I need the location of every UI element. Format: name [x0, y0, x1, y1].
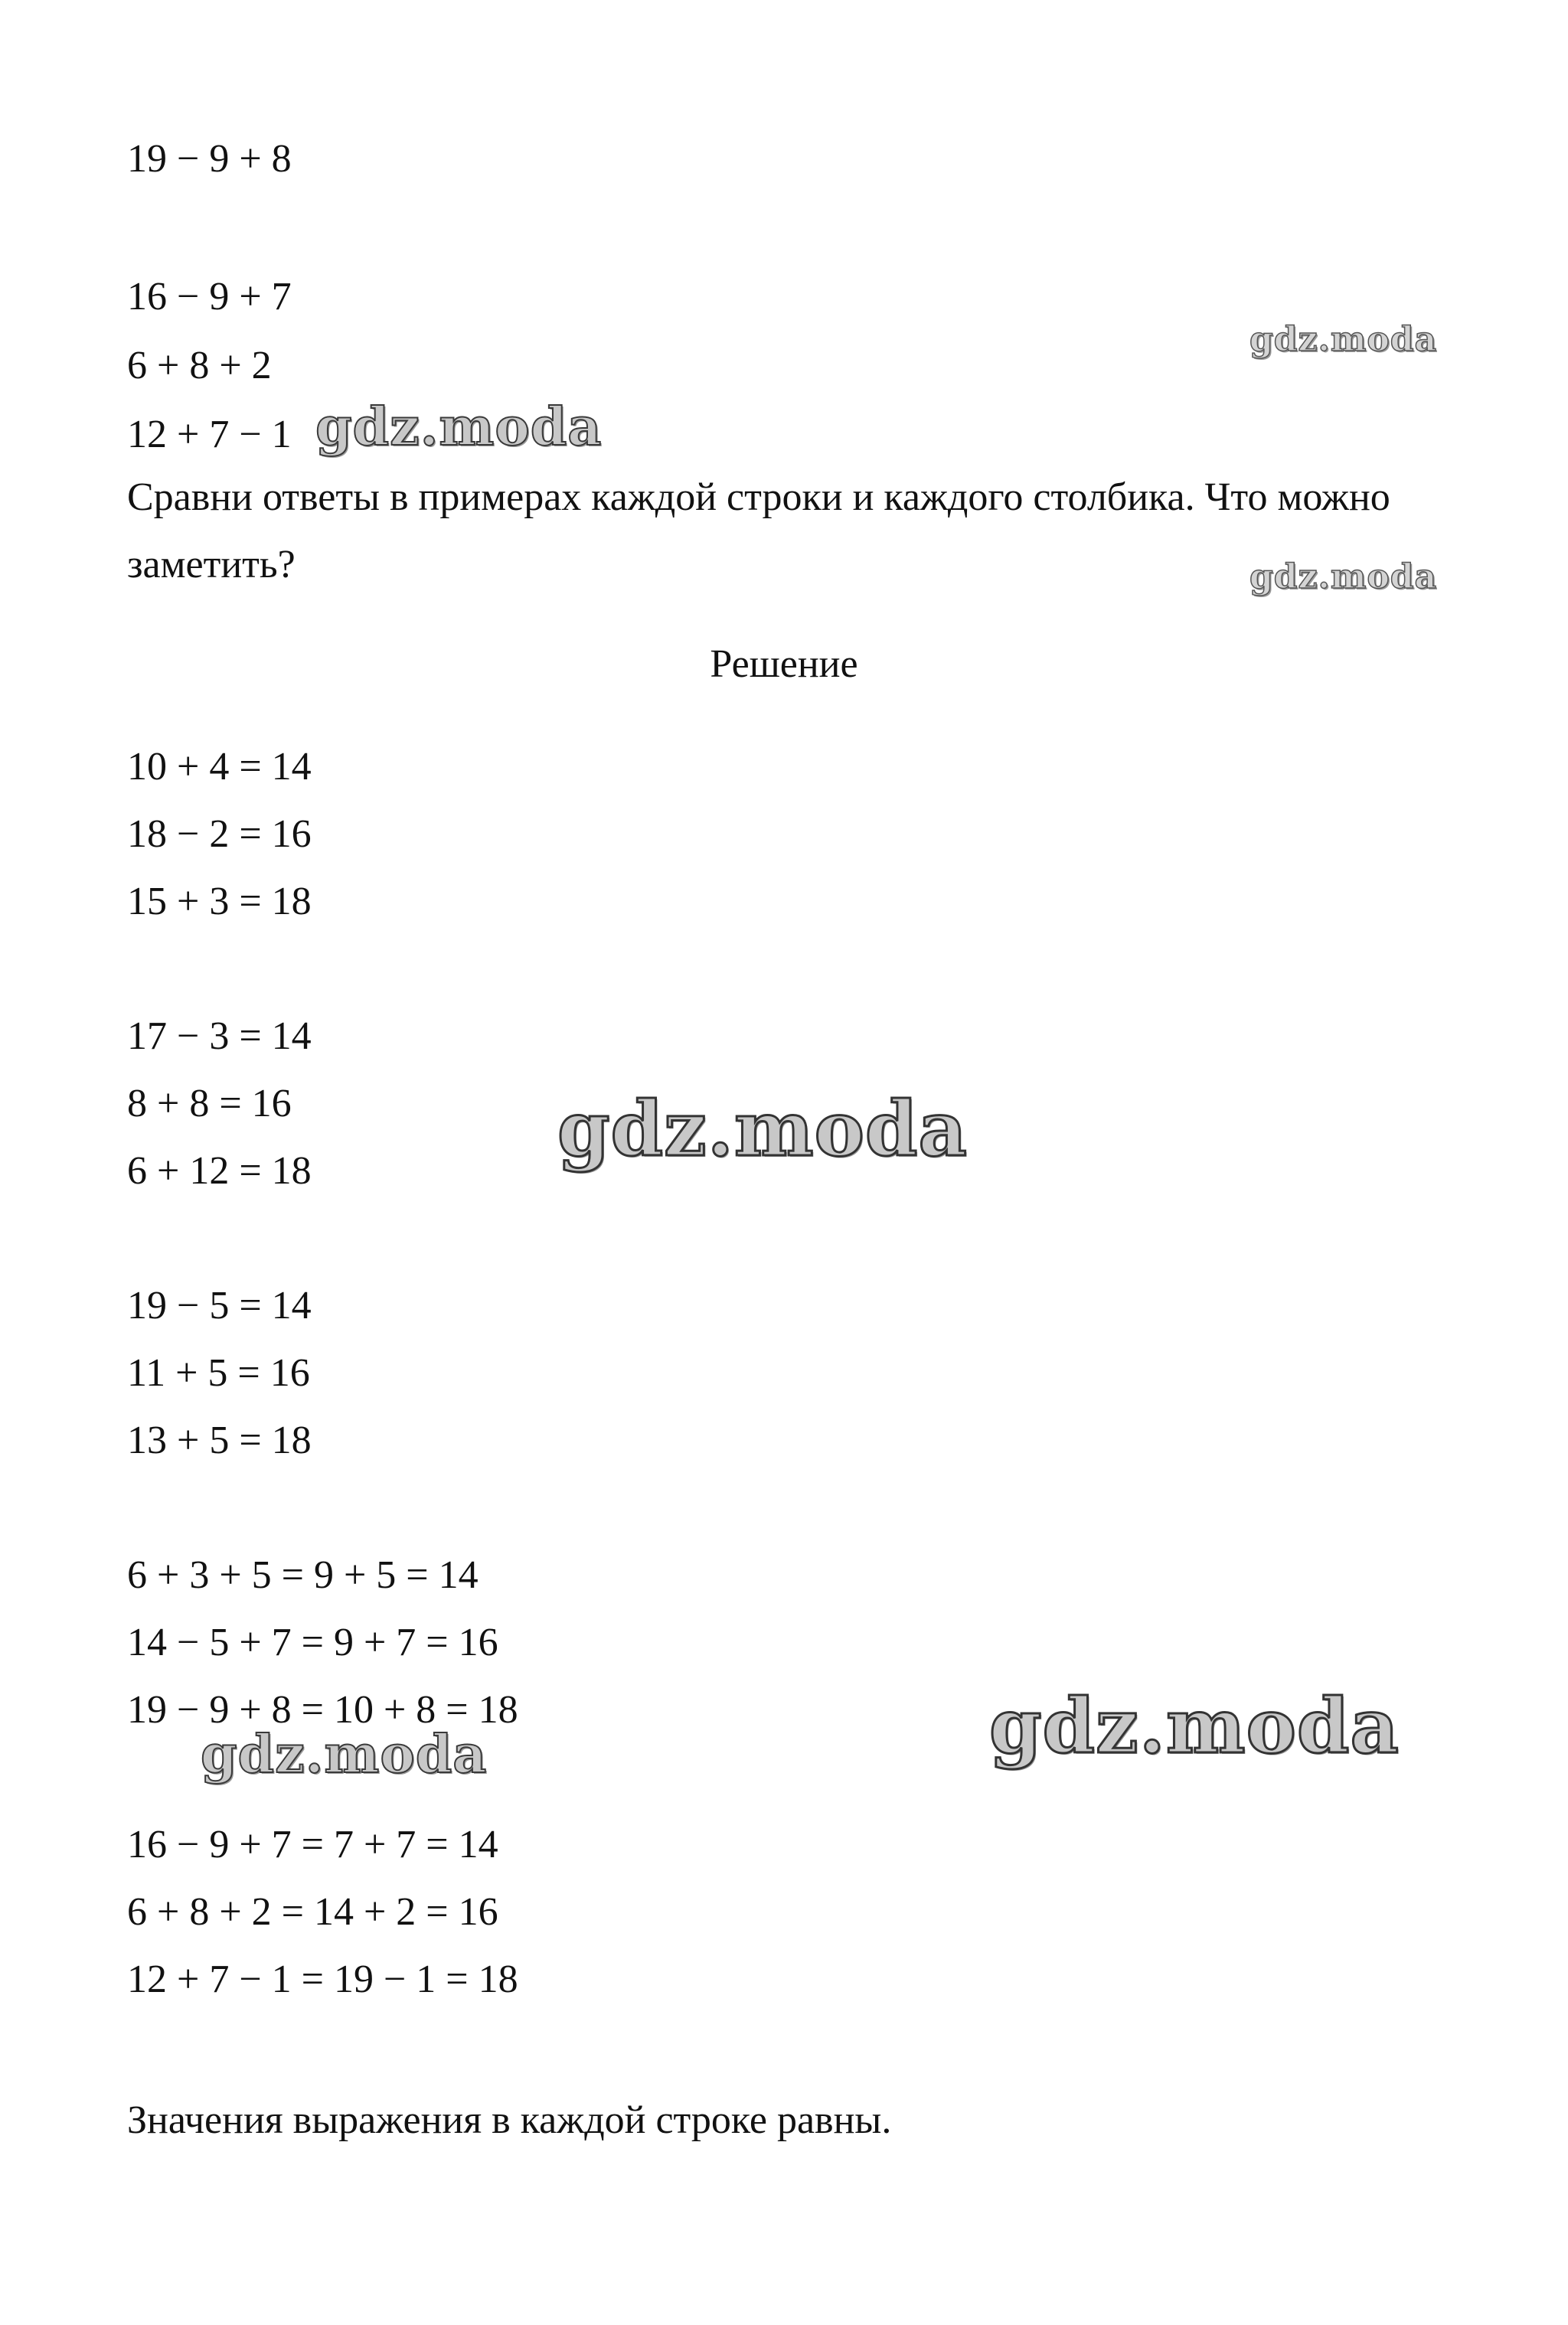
watermark: gdz.moda	[201, 1724, 488, 1785]
watermark: gdz.moda	[1250, 557, 1438, 596]
solution-line: 6 + 3 + 5 = 9 + 5 = 14	[127, 1553, 479, 1597]
task-expression: 16 − 9 + 7	[127, 275, 292, 318]
solution-line: 10 + 4 = 14	[127, 745, 312, 789]
solution-line: 6 + 12 = 18	[127, 1149, 312, 1193]
task-question: Сравни ответы в примерах каждой строки и каждого столбика. Что можно заметить?	[127, 475, 1390, 586]
task-expression: 19 − 9 + 8	[127, 137, 292, 181]
task-expression: 6 + 8 + 2	[127, 344, 272, 387]
solution-heading: Решение	[710, 642, 858, 686]
task-expression: 12 + 7 − 1	[127, 413, 292, 456]
solution-line: 19 − 9 + 8 = 10 + 8 = 18	[127, 1688, 518, 1732]
solution-line: 6 + 8 + 2 = 14 + 2 = 16	[127, 1890, 498, 1934]
solution-line: 12 + 7 − 1 = 19 − 1 = 18	[127, 1958, 518, 2001]
watermark: gdz.moda	[315, 397, 603, 458]
solution-line: 18 − 2 = 16	[127, 812, 312, 856]
watermark: gdz.moda	[989, 1683, 1400, 1771]
solution-line: 13 + 5 = 18	[127, 1419, 312, 1462]
solution-line: 14 − 5 + 7 = 9 + 7 = 16	[127, 1621, 498, 1664]
solution-line: 16 − 9 + 7 = 7 + 7 = 14	[127, 1823, 498, 1866]
solution-line: 8 + 8 = 16	[127, 1082, 292, 1125]
watermark: gdz.moda	[1250, 320, 1438, 359]
solution-line: 11 + 5 = 16	[127, 1351, 310, 1395]
watermark: gdz.moda	[557, 1086, 968, 1174]
solution-line: 19 − 5 = 14	[127, 1284, 312, 1327]
solution-conclusion: Значения выражения в каждой строке равны.	[127, 2098, 892, 2142]
solution-line: 15 + 3 = 18	[127, 880, 312, 923]
solution-line: 17 − 3 = 14	[127, 1014, 312, 1058]
